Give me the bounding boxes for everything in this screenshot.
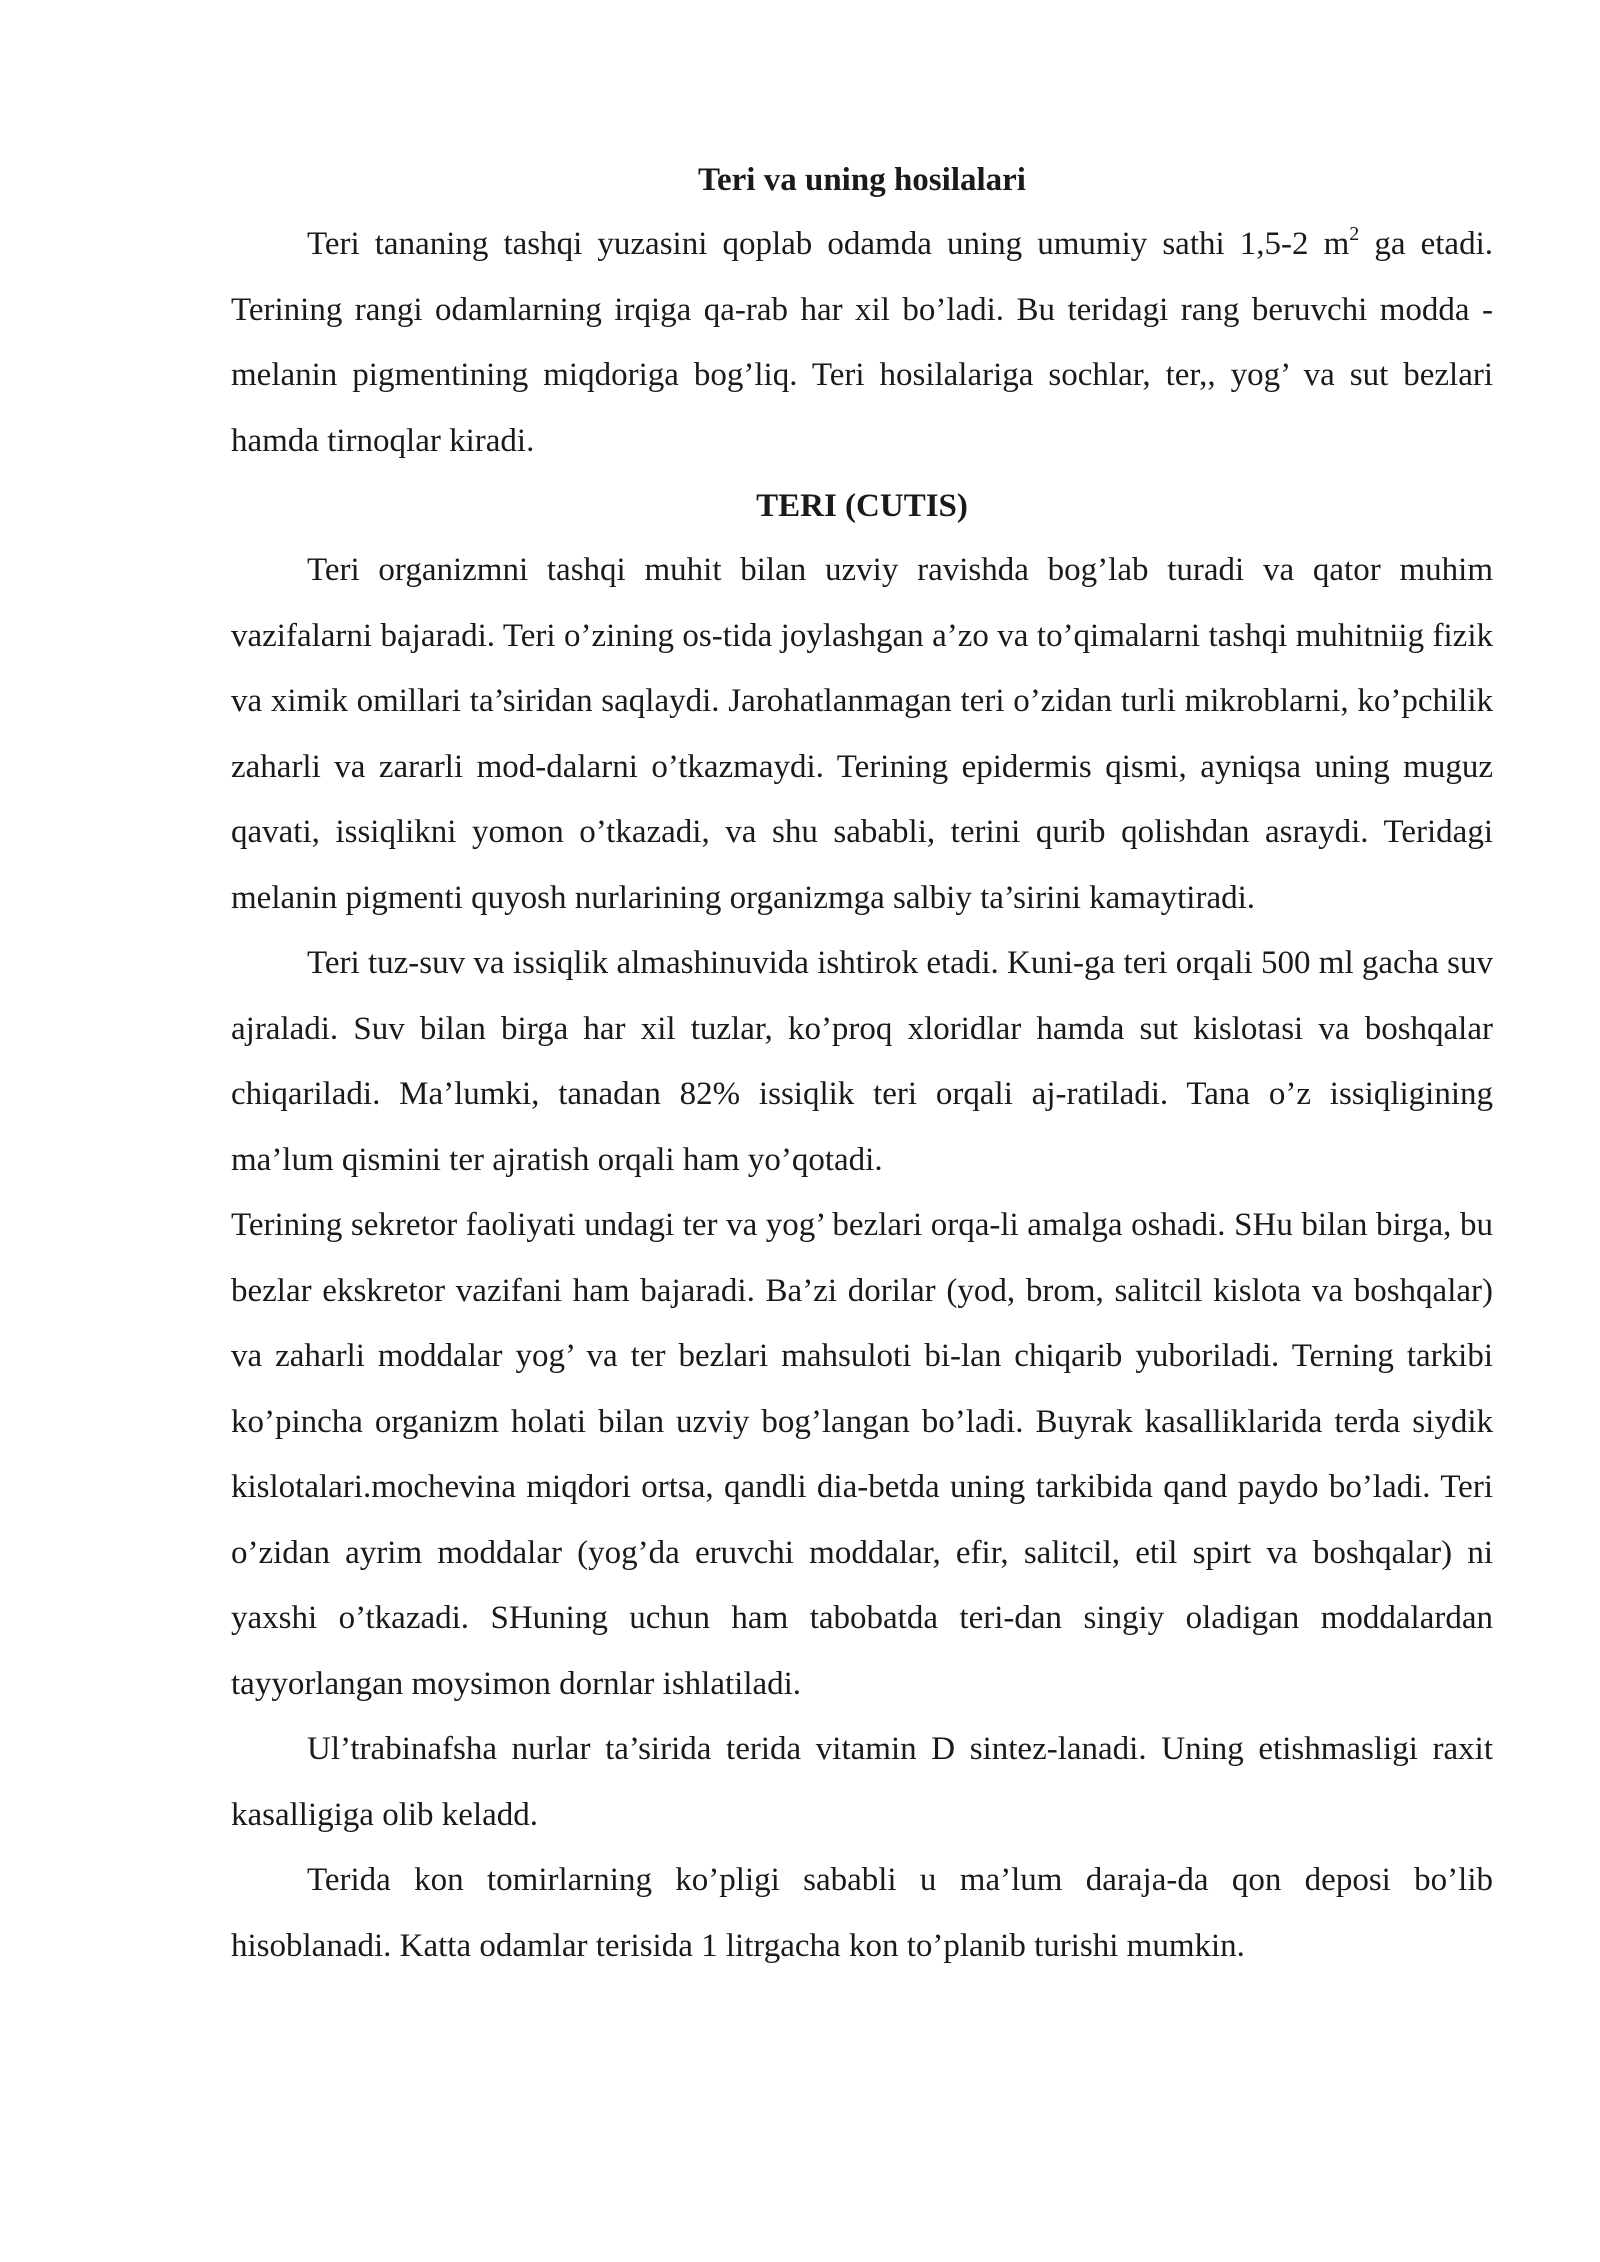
area-unit-superscript: 2 (1349, 223, 1360, 245)
intro-paragraph (231, 212, 1493, 474)
paragraph-secretory-activity: Terining sekretor faoliyati undagi ter va yog’ bezlari orqa-li amalga oshadi. SHu bilan birga, bu bezlar ekskretor vazifani ham bajaradi. Ba’zi dorilar (yod, brom, salitcil kislota va boshqalar) va zaharli moddalar yog’ va ter bezlari mahsuloti bi-lan chiqarib yuboriladi. Terning tarkibi ko’pincha organizm holati bilan uzviy bog’langan bo’ladi. Buyrak kasalliklarida terda siydik kislotalari.mochevina miqdori ortsa, qandli dia-betda uning tarkibida qand paydo bo’ladi. Teri o’zidan ayrim moddalar (yog’da eruvchi moddalar, efir, salitcil, etil spirt va boshqalar) ni yaxshi o’tkazadi. SHuning uchun ham tabobatda teri-dan singiy oladigan moddalardan tayyorlangan moysimon dornlar ishlatiladi. (231, 1207, 1493, 1702)
paragraph-vitamin-d: Ul’trabinafsha nurlar ta’sirida terida vitamin D sintez-lanadi. Uning etishmasligi raxit kasalligiga olib keladd. (231, 1731, 1493, 1833)
paragraph-functions: Teri organizmni tashqi muhit bilan uzviy ravishda bog’lab turadi va qator muhim vazifalarni bajaradi. Teri o’zining os-tida joylashgan a’zo va to’qimalarni tashqi muhitniig fizik va ximik omillari ta’siridan saqlaydi. Jarohatlanmagan teri o’zidan turli mikroblarni, ko’pchilik zaharli va zararli mod-dalarni o’tkazmaydi. Terining epidermis qismi, ayniqsa uning muguz qavati, issiqlikni yomon o’tkazadi, va shu sababli, terini qurib qolishdan asraydi. Teridagi melanin pigmenti quyosh nurlarining organizmga salbiy ta’sirini kamaytiradi. (231, 552, 1493, 916)
intro-text-end: ga etadi. Terining rangi odamlarning irqiga qa-rab har xil bo’ladi. Bu teridagi rang beruvchi modda - melanin pigmentining miqdoriga bog’liq. Teri hosilalariga sochlar, ter,, yog’ va sut bezlari hamda tirnoqlar kiradi. (231, 226, 1493, 459)
document-title: Teri va uning hosilalari (698, 162, 1026, 198)
paragraph-water-heat-exchange: Teri tuz-suv va issiqlik almashinuvida ishtirok etadi. Kuni-ga teri orqali 500 ml gacha suv ajraladi. Suv bilan birga har xil tuzlar, ko’proq xloridlar hamda sut kislotasi va boshqalar chiqariladi. Ma’lumki, tanadan 82% issiqlik teri orqali aj-ratiladi. Tana o’z issiqligining ma’lum qismini ter ajratish orqali ham yo’qotadi. (231, 945, 1493, 1178)
document-page (231, 148, 1493, 1979)
paragraph-blood-depot: Terida kon tomirlarning ko’pligi sababli u ma’lum daraja-da qon deposi bo’lib hisoblanadi. Katta odamlar terisida 1 litrgacha kon to’planib turishi mumkin. (231, 1862, 1493, 1964)
intro-text-start: Teri tananing tashqi yuzasini qoplab odamda uning umumiy sathi 1,5-2 m (307, 226, 1350, 262)
section-title: TERI (CUTIS) (756, 488, 968, 524)
